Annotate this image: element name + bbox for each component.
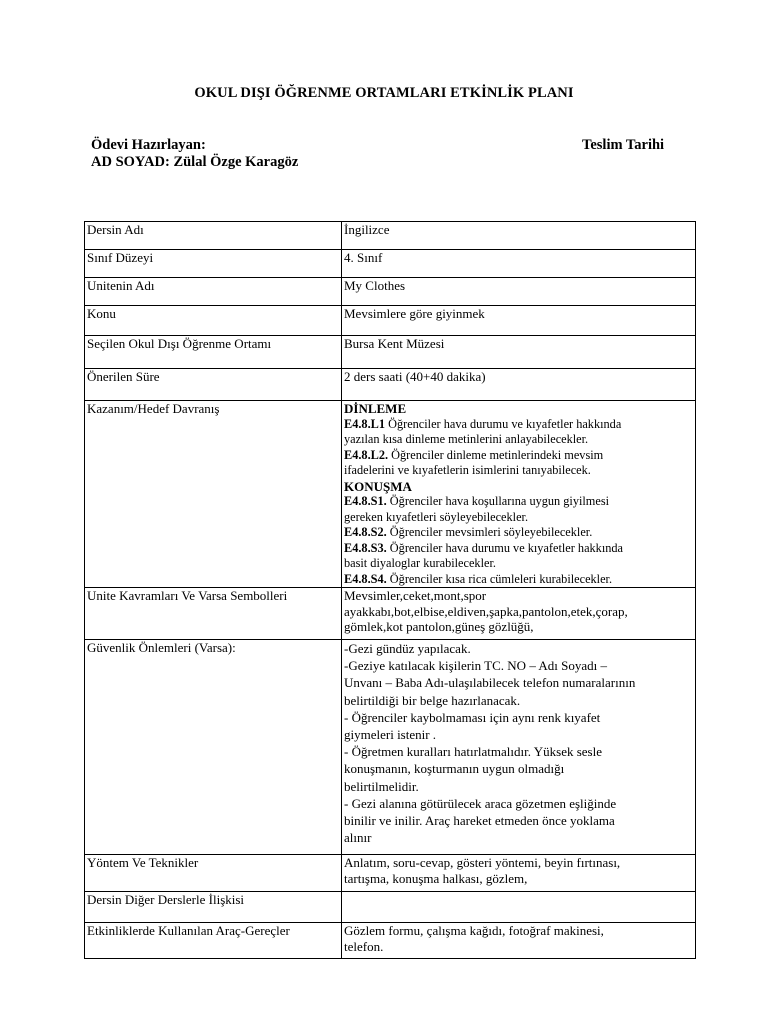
outcome-text-cont: yazılan kısa dinleme metinlerini anlayabilecekler.: [344, 432, 589, 446]
outcome-text: Öğrenciler hava koşullarına uygun giyilmesi: [386, 494, 610, 508]
outcome-item: [344, 494, 693, 510]
activity-plan-table: [84, 221, 696, 959]
table-row: [85, 336, 696, 369]
outcome-text-cont: ifadelerini ve kıyafetlerin isimlerini tanıyabilecek.: [344, 463, 591, 477]
author-name: AD SOYAD: Zülal Özge Karagöz: [91, 154, 299, 170]
table-row: [85, 923, 696, 959]
outcome-text-cont: basit diyaloglar kurabilecekler.: [344, 556, 496, 570]
outcome-code: E4.8.L1: [344, 416, 385, 431]
outcome-item: [344, 417, 693, 433]
safety-line: - Öğretmen kuralları hatırlatmalıdır. Yüksek sesle: [344, 744, 602, 760]
row-label: Konu: [85, 306, 342, 336]
safety-line: Unvanı – Baba Adı-ulaşılabilecek telefon numaralarının: [344, 675, 636, 691]
document-title: OKUL DIŞI ÖĞRENME ORTAMLARI ETKİNLİK PLANI: [194, 85, 574, 101]
speaking-heading: KONUŞMA: [344, 478, 412, 494]
safety-line: belirtildiği bir belge hazırlanacak.: [344, 692, 521, 708]
safety-line: alınır: [344, 830, 372, 846]
table-row: [85, 855, 696, 892]
outcome-text-cont: gereken kıyafetleri söyleyebilecekler.: [344, 509, 529, 524]
safety-line: - Gezi alanına götürülecek araca gözetmen eşliğinde: [344, 795, 617, 811]
row-label: Güvenlik Önlemleri (Varsa):: [85, 640, 342, 855]
outcome-text: Öğrenciler hava durumu ve kıyafetler hakkında: [385, 416, 622, 431]
outcome-code: E4.8.S4.: [344, 571, 387, 586]
outcome-text: Öğrenciler mevsimleri söyleyebilecekler.: [386, 525, 593, 539]
row-label: Dersin Diğer Derslerle İlişkisi: [85, 892, 342, 923]
tools-materials: [342, 923, 696, 959]
outcome-code: E4.8.S1.: [344, 494, 387, 508]
tools-line: Gözlem formu, çalışma kağıdı, fotoğraf makinesi,: [344, 923, 604, 938]
safety-line: -Gezi gündüz yapılacak.: [344, 641, 471, 656]
row-label: Etkinliklerde Kullanılan Araç-Gereçler: [85, 923, 342, 959]
table-row: [85, 250, 696, 278]
outcome-text: Öğrenciler hava durumu ve kıyafetler hakkında: [386, 540, 623, 555]
row-value: 4. Sınıf: [342, 250, 696, 278]
deadline-label: Teslim Tarihi: [582, 137, 665, 153]
concepts-line: ayakkabı,bot,elbise,eldiven,şapka,pantolon,etek,çorap,: [344, 603, 628, 619]
learning-outcomes: [342, 401, 696, 588]
outcome-item: [344, 525, 693, 541]
row-value: 2 ders saati (40+40 dakika): [342, 369, 696, 401]
row-label: Unite Kavramları Ve Varsa Sembolleri: [85, 588, 342, 640]
row-value: [342, 892, 696, 923]
unit-concepts: [342, 588, 696, 640]
outcome-text: Öğrenciler kısa rica cümleleri kurabilecekler.: [386, 571, 613, 586]
methods-line: tartışma, konuşma halkası, gözlem,: [344, 870, 528, 886]
table-row: [85, 640, 696, 855]
methods-techniques: [342, 855, 696, 892]
concepts-line: gömlek,kot pantolon,güneş gözlüğü,: [344, 619, 534, 634]
row-label: Sınıf Düzeyi: [85, 250, 342, 278]
safety-line: belirtilmelidir.: [344, 778, 419, 794]
outcome-text: Öğrenciler dinleme metinlerindeki mevsim: [388, 447, 604, 462]
outcome-code: E4.8.S3.: [344, 540, 387, 555]
table-row: [85, 588, 696, 640]
prepared-by-label: Ödevi Hazırlayan:: [91, 137, 206, 153]
outcome-code: E4.8.S2.: [344, 525, 387, 539]
row-value: Bursa Kent Müzesi: [342, 336, 696, 369]
concepts-line: Mevsimler,ceket,mont,spor: [344, 588, 487, 603]
row-label: Yöntem Ve Teknikler: [85, 855, 342, 892]
outcome-item: [344, 448, 693, 464]
table-row: [85, 401, 696, 588]
row-label: Önerilen Süre: [85, 369, 342, 401]
row-value: Mevsimlere göre giyinmek: [342, 306, 696, 336]
table-row: [85, 306, 696, 336]
row-label: Dersin Adı: [85, 222, 342, 250]
safety-measures: [342, 640, 696, 855]
methods-line: Anlatım, soru-cevap, gösteri yöntemi, beyin fırtınası,: [344, 855, 621, 870]
row-value: İngilizce: [342, 222, 696, 250]
tools-line: telefon.: [344, 938, 384, 954]
safety-line: konuşmanın, koşturmanın uygun olmadığı: [344, 761, 565, 777]
row-value: My Clothes: [342, 278, 696, 306]
outcome-code: E4.8.L2.: [344, 447, 389, 462]
row-label: Kazanım/Hedef Davranış: [85, 401, 342, 588]
safety-line: giymeleri istenir .: [344, 727, 437, 743]
table-row: [85, 369, 696, 401]
safety-line: - Öğrenciler kaybolmaması için aynı renk kıyafet: [344, 709, 601, 725]
row-label: Unitenin Adı: [85, 278, 342, 306]
safety-line: binilir ve inilir. Araç hareket etmeden önce yoklama: [344, 813, 615, 829]
table-row: [85, 278, 696, 306]
table-row: [85, 892, 696, 923]
outcome-item: [344, 541, 693, 557]
outcome-item: [344, 572, 693, 588]
listening-heading: DİNLEME: [344, 401, 407, 416]
row-label: Seçilen Okul Dışı Öğrenme Ortamı: [85, 336, 342, 369]
safety-line: -Geziye katılacak kişilerin TC. NO – Adı Soyadı –: [344, 658, 607, 674]
table-row: [85, 222, 696, 250]
